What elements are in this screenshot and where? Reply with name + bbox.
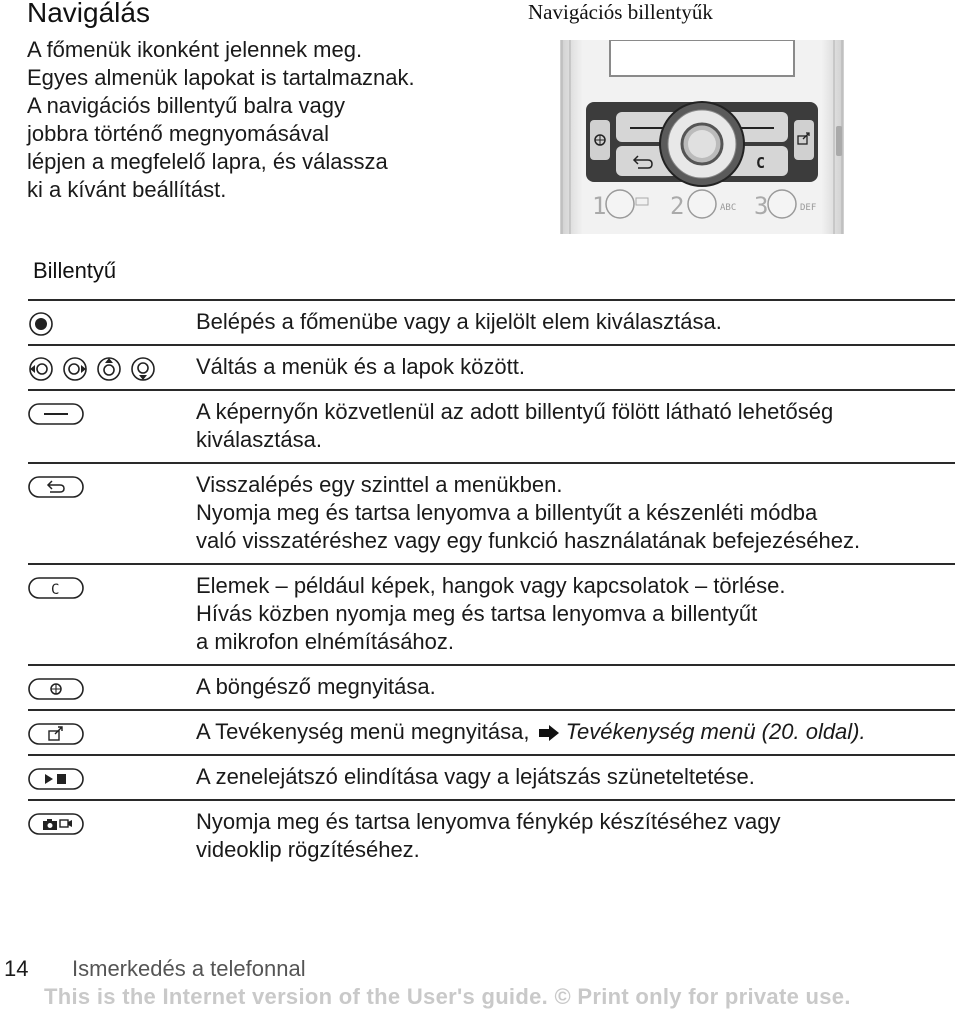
internet-icon (595, 135, 605, 145)
arrow-right-icon (538, 724, 560, 742)
nav-right-key-icon (62, 356, 88, 382)
internet-key-icon (28, 676, 84, 702)
intro-line: ki a kívánt beállítást. (27, 177, 227, 202)
table-column-header: Billentyű (33, 258, 117, 283)
row-text: Nyomja meg és tartsa lenyomva fénykép készítéséhez vagy (196, 809, 781, 834)
row-text: a mikrofon elnémításához. (196, 629, 455, 654)
table-row (28, 709, 955, 754)
back-key-icon (28, 474, 84, 500)
row-text: A képernyőn közvetlenül az adott billentyű fölött látható lehetőség (196, 399, 834, 424)
intro-line: A navigációs billentyű balra vagy (27, 93, 345, 118)
row-text: A Tevékenység menü megnyitása, (196, 719, 530, 744)
table-row (28, 299, 955, 344)
key-2-label: 2 (670, 192, 685, 220)
figure-caption: Navigációs billentyűk (528, 0, 713, 24)
nav-left-key-icon (28, 356, 54, 382)
key-1-label: 1 (592, 192, 607, 220)
play-pause-key-icon (28, 766, 84, 792)
row-text: Hívás közben nyomja meg és tartsa lenyomva a billentyűt (196, 601, 758, 626)
row-text: Elemek – például képek, hangok vagy kapcsolatok – törlése. (196, 573, 786, 598)
nav-up-key-icon (96, 356, 122, 382)
nav-down-key-icon (130, 356, 156, 382)
phone-keypad-illustration (560, 40, 844, 234)
row-text: Visszalépés egy szinttel a menükben. (196, 472, 563, 497)
table-row (28, 462, 955, 563)
row-text: A böngésző megnyitása. (196, 674, 436, 699)
selection-key-icon (28, 401, 84, 427)
center-select-key-icon (28, 311, 54, 337)
row-text: Belépés a főmenübe vagy a kijelölt elem kiválasztása. (196, 309, 722, 334)
row-text: videoklip rögzítéséhez. (196, 837, 420, 862)
table-row (28, 344, 955, 389)
c-key-label: C (756, 154, 766, 172)
camera-key-icon (28, 811, 84, 837)
section-title: Ismerkedés a telefonnal (72, 956, 306, 981)
activity-menu-key-icon (28, 721, 84, 747)
table-row (28, 799, 955, 872)
key-3-label: 3 (754, 192, 769, 220)
clear-key-label: C (51, 582, 60, 598)
table-row (28, 389, 955, 462)
row-text: Váltás a menük és a lapok között. (196, 354, 525, 379)
intro-line: Egyes almenük lapokat is tartalmaznak. (27, 65, 415, 90)
page-number: 14 (4, 956, 29, 981)
row-text: való visszatéréshez vagy egy funkció használatának befejezéséhez. (196, 528, 861, 553)
row-text: kiválasztása. (196, 427, 322, 452)
key-3-letters: DEF (800, 203, 817, 213)
intro-line: jobbra történő megnyomásával (27, 121, 330, 146)
key-table (28, 299, 955, 872)
page-title: Navigálás (27, 0, 150, 28)
cross-reference-link[interactable]: Tevékenység menü (20. oldal). (565, 719, 866, 744)
clear-key-icon (28, 575, 84, 601)
intro-line: A főmenük ikonként jelennek meg. (27, 37, 363, 62)
row-text: A zenelejátszó elindítása vagy a lejátszás szüneteltetése. (196, 764, 755, 789)
row-text: Nyomja meg és tartsa lenyomva a billentyűt a készenléti módba (196, 500, 818, 525)
table-row (28, 664, 955, 709)
key-2-letters: ABC (720, 203, 737, 213)
intro-line: lépjen a megfelelő lapra, és válassza (27, 149, 388, 174)
watermark-notice: This is the Internet version of the User's guide. © Print only for private use. (44, 984, 851, 1009)
table-row (28, 563, 955, 664)
table-row (28, 754, 955, 799)
intro-text (27, 36, 497, 204)
